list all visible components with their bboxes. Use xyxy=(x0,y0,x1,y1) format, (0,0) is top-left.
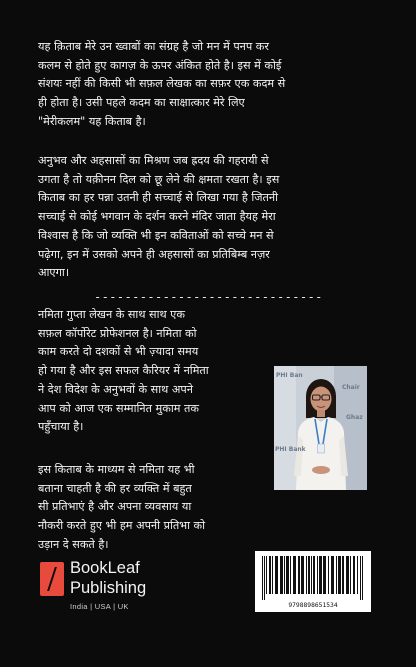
text-line: ही होता है। उसी पहले कदम का साक्षात्कार मेरे लिए xyxy=(38,96,245,110)
photo-backdrop-text: Chair xyxy=(342,384,360,391)
text-line: सच्चाई से कोई भगवान के दर्शन करने मंदिर जाता हैयह मेरा xyxy=(38,210,276,224)
text-line: किताब का हर पन्ना उतनी ही सच्चाई से लिखा गया है जितनी xyxy=(38,191,279,205)
text-line: सफ़ल कॉर्पोरेट प्रोफेशनल है। नमिता को xyxy=(38,326,197,340)
text-line: संशयः नहीं की किसी भी सफ़ल लेखक का सफ़र एक कदम से xyxy=(38,77,286,91)
photo-backdrop-text: Ghaz xyxy=(346,414,363,421)
text-line: यह क़िताब मेरे उन ख्वाबों का संग्रह है जो मन में पनप कर xyxy=(38,40,269,53)
publisher-name xyxy=(70,558,146,598)
text-line: पहुँचाया है। xyxy=(38,420,84,434)
book-purpose-paragraph xyxy=(38,461,268,555)
text-line: कलम से होते हुए कागज़ के ऊपर अंकित होते है। इस में कोई xyxy=(38,58,282,72)
photo-backdrop-text: PHI Bank xyxy=(275,446,306,453)
photo-backdrop-text: PHI Ban xyxy=(276,372,303,379)
text-line: विश्वास है कि जो व्यक्ति भी इन कविताओं को सच्चे मन से xyxy=(38,228,274,242)
text-line: "मेरीकलम" यह किताब है। xyxy=(38,114,146,128)
text-line: पढ़ेगा, इन में उसको अपने ही अहसासों का प्रतिबिम्ब नज़र xyxy=(38,247,270,261)
text-line: हो गया है और इस सफल कैरियर में नमिता xyxy=(38,364,209,378)
barcode-bars xyxy=(260,556,366,600)
text-line: आप को आज एक सम्मानित मुकाम तक xyxy=(38,401,199,415)
author-photo xyxy=(274,366,367,490)
publisher-name-line: Publishing xyxy=(70,579,147,597)
publisher-regions: India | USA | UK xyxy=(70,602,129,611)
blurb-paragraph-1 xyxy=(38,38,388,132)
text-line: अनुभव और अहसासों का मिश्रण जब ह्रदय की गहरायी से xyxy=(38,154,269,167)
text-line: इस किताब के माध्यम से नमिता यह भी xyxy=(38,463,195,476)
bookleaf-logo-icon xyxy=(40,562,64,596)
text-line: बताना चाहती है की हर व्यक्ति में बहुत xyxy=(38,481,192,495)
blurb-paragraph-2 xyxy=(38,152,388,283)
text-line: काम करते दो दशकों से भी ज़्यादा समय xyxy=(38,345,199,359)
text-line: उड़ान दे सकते है। xyxy=(38,537,109,551)
isbn-barcode xyxy=(255,551,371,612)
publisher-name-line: BookLeaf xyxy=(70,559,140,577)
text-line: उगता है तो यक़ीनन दिल को छू लेने की क्षमता रखता है। इस xyxy=(38,172,280,186)
text-line: आएगा। xyxy=(38,266,70,280)
text-line: सी प्रतिभाएं है और अपना व्यवसाय या xyxy=(38,500,192,514)
isbn-number: 9798898651534 xyxy=(288,602,338,609)
text-line: नौकरी करते हुए भी हम अपनी प्रतिभा को xyxy=(38,519,206,533)
author-bio-paragraph xyxy=(38,306,268,437)
text-line: ने देश विदेश के अनुभवों के साथ अपने xyxy=(38,382,193,396)
text-line: नमिता गुप्ता लेखन के साथ साथ एक xyxy=(38,308,185,321)
section-divider: ------------------------------ xyxy=(94,290,323,304)
